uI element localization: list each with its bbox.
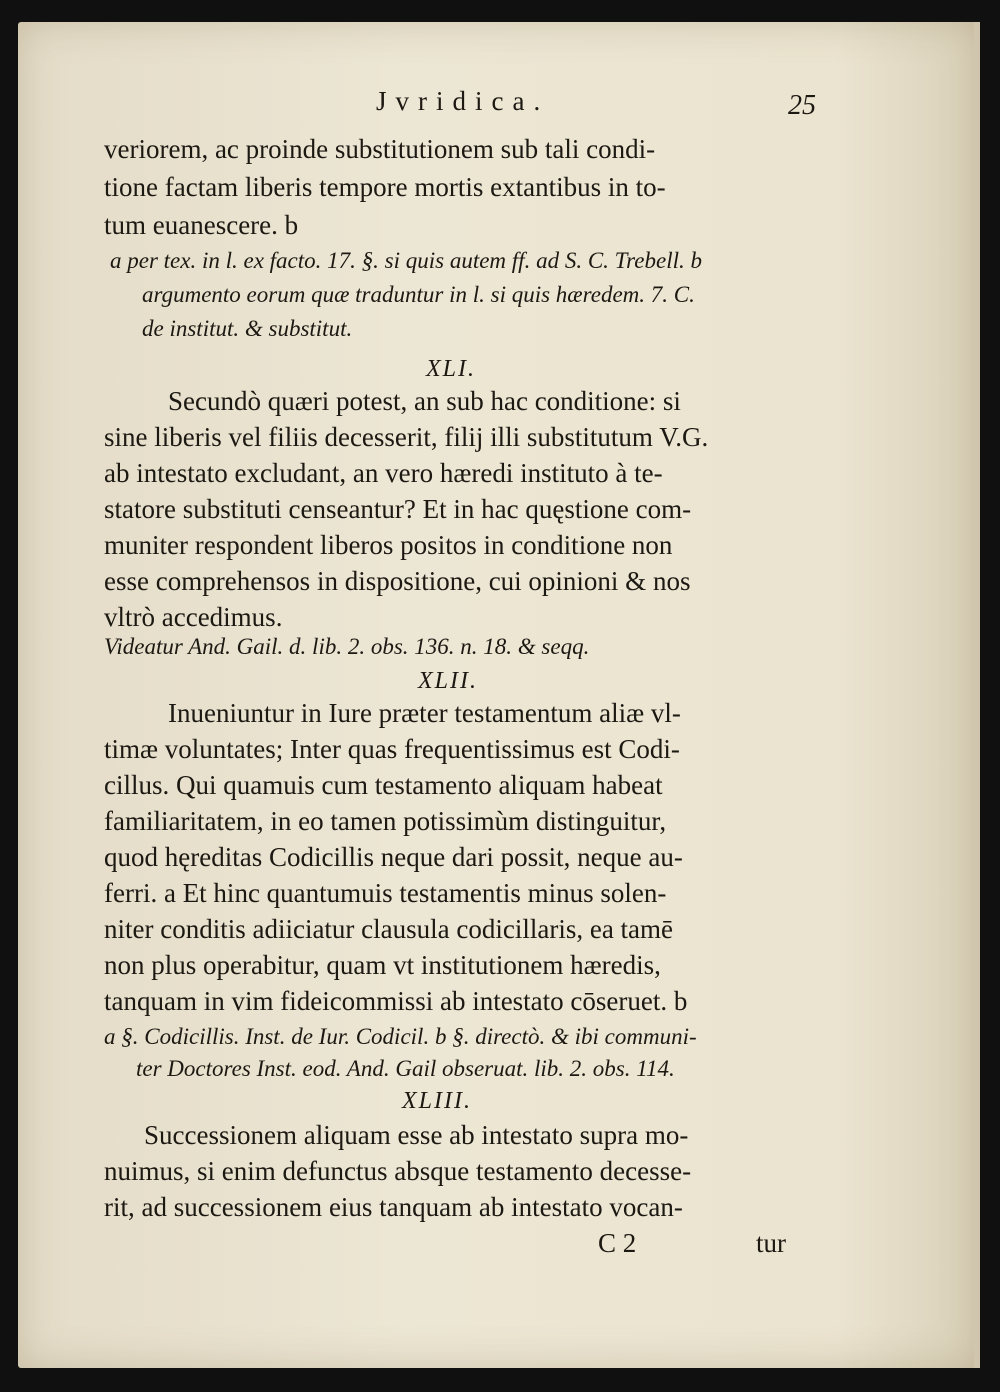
- text-line: cillus. Qui quamuis cum testamento aliquam habeat: [104, 770, 663, 800]
- footnote-line: a per tex. in l. ex facto. 17. §. si quis autem ff. ad S. C. Trebell. b: [110, 248, 702, 273]
- signature-mark: C 2: [598, 1228, 637, 1258]
- page-number: 25: [788, 90, 816, 121]
- text-line: tum euanescere. b: [104, 210, 299, 240]
- text-line: tanquam in vim fideicommissi ab intestato cōseruet. b: [104, 986, 688, 1016]
- text-line: Secundò quæri potest, an sub hac conditione: si: [168, 386, 681, 416]
- footnote-line: ter Doctores Inst. eod. And. Gail obseruat. lib. 2. obs. 114.: [136, 1056, 675, 1081]
- text-line: nuimus, si enim defunctus absque testamento decesse-: [104, 1156, 692, 1186]
- text-line: statore substituti censeantur? Et in hac quęstione com-: [104, 494, 692, 524]
- footnote-line: Videatur And. Gail. d. lib. 2. obs. 136. n. 18. & seqq.: [104, 634, 590, 659]
- footnote-line: de institut. & substitut.: [142, 316, 353, 341]
- text-line: veriorem, ac proinde substitutionem sub tali condi-: [104, 134, 656, 164]
- text-line: quod hęreditas Codicillis neque dari possit, neque au-: [104, 842, 683, 872]
- text-line: tione factam liberis tempore mortis extantibus in to-: [104, 172, 666, 202]
- text-line: Successionem aliquam esse ab intestato supra mo-: [144, 1120, 689, 1150]
- section-heading: XLIII.: [402, 1088, 472, 1114]
- catchword: tur: [756, 1228, 786, 1258]
- text-line: sine liberis vel filiis decesserit, filij illi substitutum V.G.: [104, 422, 709, 452]
- footnote-line: a §. Codicillis. Inst. de Iur. Codicil. b §. directò. & ibi communi-: [104, 1024, 697, 1049]
- text-line: non plus operabitur, quam vt institutionem hæredis,: [104, 950, 661, 980]
- running-title: Jvridica.: [376, 86, 550, 116]
- section-heading: XLII.: [418, 668, 478, 694]
- text-line: ab intestato excludant, an vero hæredi instituto à te-: [104, 458, 663, 488]
- book-page: [18, 22, 980, 1368]
- text-line: timæ voluntates; Inter quas frequentissimus est Codi-: [104, 734, 680, 764]
- text-line: familiaritatem, in eo tamen potissimùm distinguitur,: [104, 806, 667, 836]
- text-line: Inueniuntur in Iure præter testamentum aliæ vl-: [168, 698, 681, 728]
- text-line: muniter respondent liberos positos in conditione non: [104, 530, 673, 560]
- page-edge: [974, 22, 980, 1368]
- footnote-line: argumento eorum quæ traduntur in l. si quis hæredem. 7. C.: [142, 282, 695, 307]
- text-line: ferri. a Et hinc quantumuis testamentis minus solen-: [104, 878, 667, 908]
- text-line: vltrò accedimus.: [104, 602, 283, 632]
- text-line: niter conditis adiiciatur clausula codicillaris, ea tamē: [104, 914, 674, 944]
- text-line: rit, ad successionem eius tanquam ab intestato vocan-: [104, 1192, 683, 1222]
- section-heading: XLI.: [426, 356, 476, 382]
- text-line: esse comprehensos in dispositione, cui opinioni & nos: [104, 566, 691, 596]
